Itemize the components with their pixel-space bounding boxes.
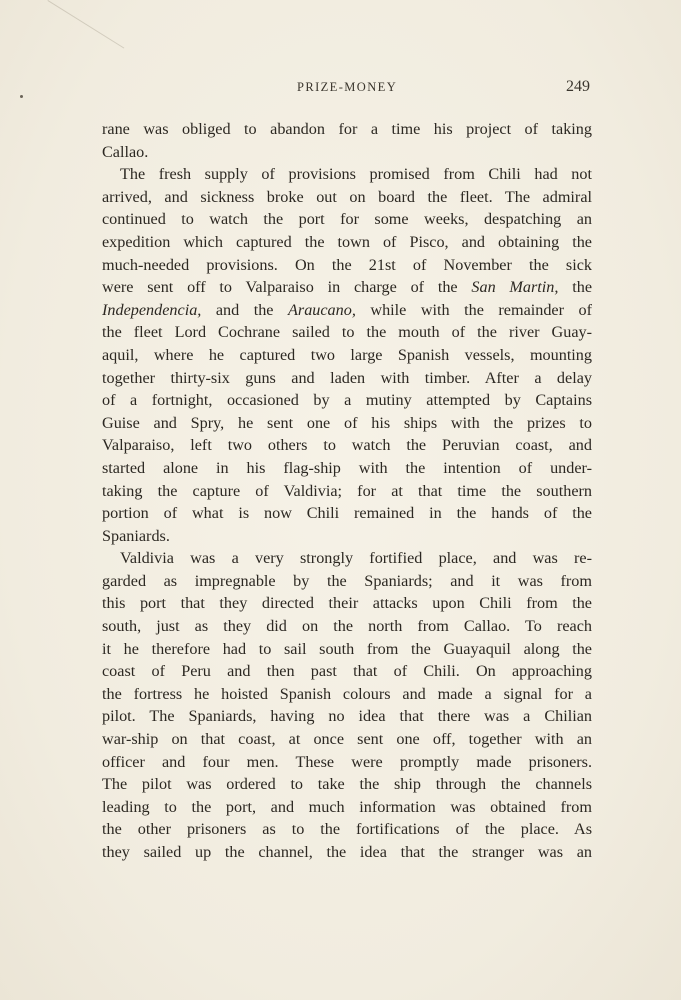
text-line: together thirty-six guns and laden with timber. After a delay: [102, 368, 592, 387]
text-line: rane was obliged to abandon for a time his project of taking: [102, 120, 592, 138]
italic-title: Araucano,: [288, 300, 356, 319]
page-number: 249: [566, 78, 590, 95]
text-line: Valdivia was a very strongly fortified place, and was re-: [120, 549, 592, 568]
text-line: Independencia, and the Araucano, while with the remainder of: [102, 300, 592, 319]
text-line: this port that they directed their attacks upon Chili from the: [102, 594, 592, 613]
text-line: officer and four men. These were promptly made prisoners.: [102, 752, 592, 771]
text-line: the fleet Lord Cochrane sailed to the mouth of the river Guay-: [102, 323, 592, 342]
text-line: Spaniards.: [102, 526, 170, 545]
text-line: were sent off to Valparaiso in charge of the San Martin, the: [102, 278, 592, 297]
text-line: taking the capture of Valdivia; for at that time the southern: [102, 481, 592, 500]
text-line: aquil, where he captured two large Spanish vessels, mounting: [102, 345, 592, 364]
page-speck: [20, 95, 23, 98]
text-line: garded as impregnable by the Spaniards; and it was from: [102, 571, 592, 590]
text-line: the other prisoners as to the fortifications of the place. As: [102, 820, 592, 839]
text-line: much-needed provisions. On the 21st of November the sick: [102, 255, 592, 274]
text-line: war-ship on that coast, at once sent one off, together with an: [102, 730, 592, 749]
body-text: [102, 118, 592, 864]
text-line: Guise and Spry, he sent one of his ships with the prizes to: [102, 413, 592, 432]
text-line: leading to the port, and much information was obtained from: [102, 797, 592, 816]
text-line: the fortress he hoisted Spanish colours and made a signal for a: [102, 684, 592, 703]
text-line: portion of what is now Chili remained in the hands of the: [102, 504, 592, 523]
text-line: Valparaiso, left two others to watch the Peruvian coast, and: [102, 436, 592, 455]
text-line: coast of Peru and then past that of Chili. On approaching: [102, 662, 592, 681]
text-line: continued to watch the port for some weeks, despatching an: [102, 210, 592, 229]
running-head: PRIZE-MONEY: [297, 80, 398, 94]
text-line: it he therefore had to sail south from the Guayaquil along the: [102, 639, 592, 658]
text-line: The fresh supply of provisions promised from Chili had not: [120, 165, 592, 184]
text-line: The pilot was ordered to take the ship through the channels: [102, 775, 592, 794]
italic-title: Independencia,: [102, 300, 202, 319]
page-crease: [28, 0, 124, 79]
text-line: of a fortnight, occasioned by a mutiny attempted by Captains: [102, 391, 592, 410]
text-line: expedition which captured the town of Pisco, and obtaining the: [102, 232, 592, 251]
italic-title: San Martin,: [471, 278, 559, 297]
text-line: pilot. The Spaniards, having no idea that there was a Chilian: [102, 707, 592, 726]
text-line: started alone in his flag-ship with the intention of under-: [102, 458, 592, 477]
text-line: south, just as they did on the north from Callao. To reach: [102, 617, 592, 636]
text-line: arrived, and sickness broke out on board the fleet. The admiral: [102, 187, 592, 206]
text-line: Callao.: [102, 142, 149, 161]
text-line: they sailed up the channel, the idea that the stranger was an: [102, 843, 592, 861]
